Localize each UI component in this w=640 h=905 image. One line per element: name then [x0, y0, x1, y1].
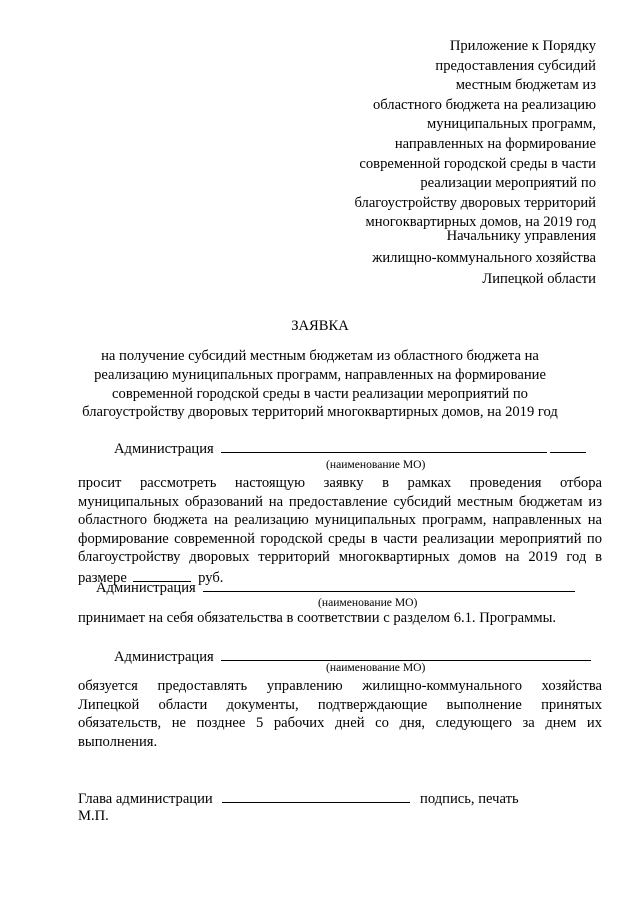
section1-caption: (наименование МО) — [326, 458, 426, 471]
appendix-line: предоставления субсидий — [435, 57, 596, 74]
addressee-line: Липецкой области — [482, 271, 596, 287]
section2-text: принимает на себя обязательства в соответствии с разделом 6.1. Программы. — [78, 610, 557, 626]
section2-admin-row — [96, 577, 575, 597]
section3-mo-name-blank[interactable] — [221, 646, 591, 661]
section2-caption: (наименование МО) — [318, 596, 418, 609]
stamp-label: М.П. — [78, 808, 109, 824]
section3-caption: (наименование МО) — [326, 661, 426, 674]
section1-text: просит рассмотреть настоящую заявку в рамках проведения отбора муниципальных образований на предоставление субсидий местным бюджетам из областного бюджета на реализацию муниципальных программ, направленных на формирование современной городской среды в части реализации мероприятий по благоустройству дворовых территорий многоквартирных домов на 2019 год в размере — [78, 475, 602, 586]
section1-paragraph — [78, 474, 602, 588]
signature-blank[interactable] — [222, 788, 410, 803]
section2-admin-label: Администрация — [96, 580, 196, 596]
signature-suffix: подпись, печать — [420, 791, 519, 807]
currency-label: руб. — [198, 569, 224, 586]
section1-mo-name-blank[interactable] — [221, 438, 547, 453]
signature-label: Глава администрации — [78, 791, 213, 807]
addressee-line: Начальнику управления — [446, 228, 596, 244]
section1-admin-row — [114, 438, 586, 458]
appendix-line: благоустройству дворовых территорий — [354, 194, 596, 211]
section2-mo-name-blank[interactable] — [203, 577, 575, 592]
appendix-line: многоквартирных домов, на 2019 год — [365, 214, 596, 231]
section1-admin-label: Администрация — [114, 441, 214, 457]
section3-paragraph: обязуется предоставлять управлению жилищно-коммунального хозяйства Липецкой области документы, подтверждающие выполнение принятых обязательств, не позднее 5 рабочих дней со дня, следующего за днем их выполнения. — [78, 678, 602, 750]
addressee-line: жилищно-коммунального хозяйства — [372, 249, 596, 266]
signature-row — [78, 788, 519, 808]
section3-admin-label: Администрация — [114, 649, 214, 665]
appendix-line: реализации мероприятий по — [420, 175, 596, 192]
addressee-block — [372, 226, 596, 291]
appendix-line: областного бюджета на реализацию — [372, 96, 596, 113]
appendix-line: Приложение к Порядку — [449, 38, 596, 54]
appendix-line: муниципальных программ, — [427, 116, 596, 133]
appendix-line: современной городской среды в части — [359, 155, 596, 172]
section1-mo-name-blank-tail[interactable] — [550, 438, 586, 453]
document-title: ЗАЯВКА — [291, 318, 349, 334]
appendix-header — [354, 37, 596, 233]
appendix-line: направленных на формирование — [394, 135, 596, 152]
appendix-line: местным бюджетам из — [455, 77, 596, 94]
document-subtitle: на получение субсидий местным бюджетам из областного бюджета на реализацию муниципальных программ, направленных на формирование современной городской среды в части реализации мероприятий по благоустройству дворовых территорий многоквартирных домов, на 2019 год — [82, 348, 558, 421]
